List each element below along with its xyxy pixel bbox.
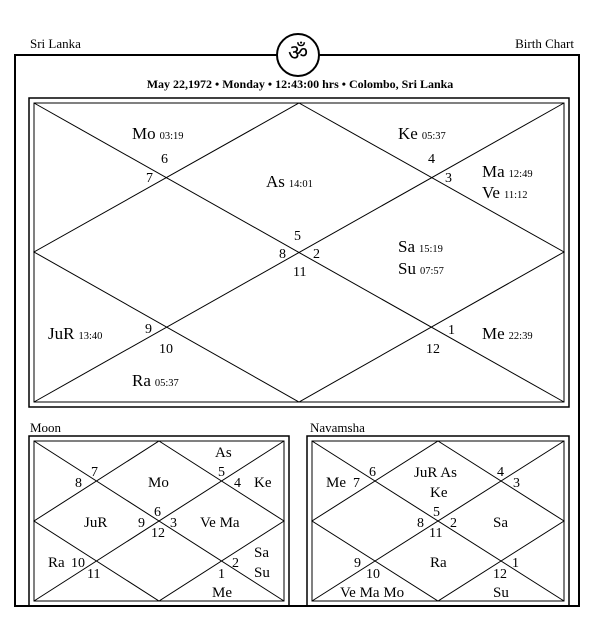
sign-number: 3 (445, 171, 452, 186)
planet-name: Mo (148, 475, 169, 491)
planet-name: Ma (482, 162, 505, 181)
planet-degree: 15:19 (419, 244, 443, 255)
planet-name: Sa (254, 545, 269, 561)
planet-name: Ve (482, 183, 500, 202)
sign-number: 3 (170, 516, 177, 531)
planet-name: Ve Ma (200, 515, 240, 531)
sign-number: 9 (145, 322, 152, 337)
sign-number: 6 (369, 465, 376, 480)
planet-name: JuR As (414, 465, 457, 481)
sign-number: 5 (218, 465, 225, 480)
header-right-label: Birth Chart (515, 36, 574, 51)
planet-degree: 03:19 (159, 131, 184, 142)
sign-number: 2 (450, 516, 457, 531)
om-symbol-icon: ॐ (276, 33, 320, 77)
sign-number: 10 (366, 567, 380, 582)
planet-name: Mo (132, 124, 156, 143)
sign-number: 12 (493, 567, 507, 582)
sign-number: 1 (448, 323, 455, 338)
planet-name: Sa (493, 515, 508, 531)
sign-number: 2 (232, 556, 239, 571)
planet-name: Ke (254, 475, 272, 491)
planet-name: Ke (430, 485, 448, 501)
sign-number: 1 (512, 556, 519, 571)
sign-number: 7 (146, 171, 153, 186)
planet-name: Ve Ma Mo (340, 585, 405, 601)
sign-number: 6 (161, 152, 168, 167)
sign-number: 11 (293, 265, 307, 280)
sign-number: 11 (429, 526, 443, 541)
planet-name: As (266, 172, 285, 191)
sign-number: 12 (426, 342, 440, 357)
planet-name: Ra (132, 371, 151, 390)
sign-number: 6 (154, 505, 161, 520)
planet-name: JuR (84, 515, 108, 531)
planet-degree: 07:57 (419, 266, 444, 277)
planet-degree: 22:39 (508, 331, 533, 342)
planet-name: Me (482, 324, 505, 343)
sign-number: 8 (417, 516, 424, 531)
sign-number: 4 (234, 476, 241, 491)
planet-degree: 12:49 (508, 169, 533, 180)
planet-name: Me (326, 475, 346, 491)
planet-degree: 14:01 (288, 179, 313, 190)
planet-name: Ra (430, 555, 447, 571)
planet-name: Me (212, 585, 232, 601)
sign-number: 12 (151, 526, 165, 541)
navamsha-chart-label: Navamsha (310, 420, 365, 435)
planet-name: JuR (48, 324, 75, 343)
sign-number: 9 (138, 516, 145, 531)
planet-name: Ra (48, 555, 65, 571)
sign-number: 10 (71, 556, 85, 571)
sign-number: 8 (75, 476, 82, 491)
sign-number: 9 (354, 556, 361, 571)
planet-name: Sa (398, 237, 415, 256)
sign-number: 7 (353, 476, 360, 491)
planet-name: Su (254, 565, 270, 581)
birth-details: May 22,1972 • Monday • 12:43:00 hrs • Colombo, Sri Lanka (146, 77, 454, 91)
planet-name: Su (493, 585, 509, 601)
planet-degree: 13:40 (78, 331, 103, 342)
sign-number: 5 (433, 505, 440, 520)
planet-name: Ke (398, 124, 418, 143)
planet-degree: 11:12 (503, 190, 528, 201)
sign-number: 7 (91, 465, 98, 480)
sign-number: 3 (513, 476, 520, 491)
sign-number: 5 (294, 229, 301, 244)
sign-number: 4 (428, 152, 435, 167)
planet-name: Su (398, 259, 416, 278)
planet-degree: 05:37 (154, 378, 179, 389)
sign-number: 8 (279, 247, 286, 262)
sign-number: 1 (218, 567, 225, 582)
sign-number: 11 (87, 567, 101, 582)
moon-chart-label: Moon (30, 420, 62, 435)
sign-number: 2 (313, 247, 320, 262)
planet-name: As (215, 445, 232, 461)
header-left-label: Sri Lanka (30, 36, 81, 51)
sign-number: 10 (159, 342, 173, 357)
planet-degree: 05:37 (421, 131, 446, 142)
sign-number: 4 (497, 465, 504, 480)
